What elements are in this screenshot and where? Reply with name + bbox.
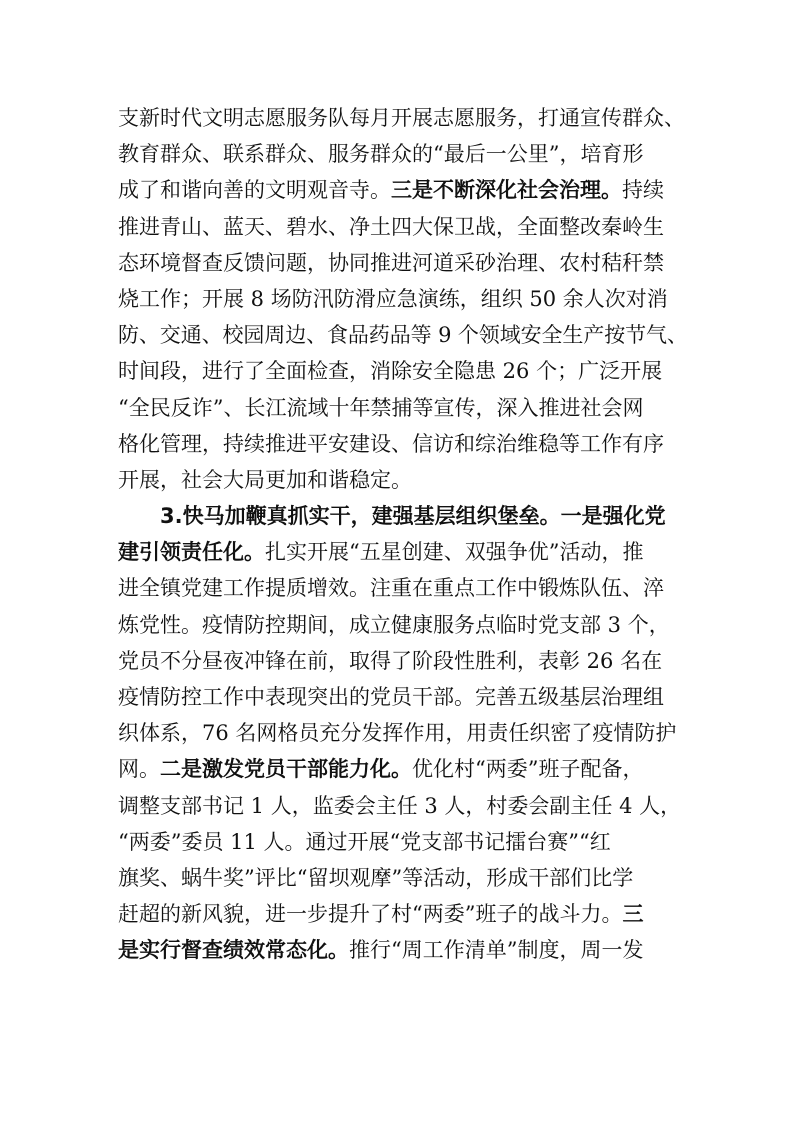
body-text-run: 格化管理，持续推进平安建设、信访和综治维稳等工作有序 bbox=[118, 431, 664, 456]
text-line bbox=[118, 136, 688, 172]
body-text-run: 推行“周工作清单”制度，周一发 bbox=[349, 938, 644, 963]
text-line bbox=[118, 426, 688, 462]
text-line bbox=[118, 824, 688, 860]
body-text-run: 成了和谐向善的文明观音寺。 bbox=[118, 178, 391, 203]
text-line bbox=[118, 570, 688, 606]
text-line bbox=[118, 245, 688, 281]
body-text-run: 优化村“两委”班子配备， bbox=[412, 757, 644, 782]
body-text-run: 织体系，76 名网格员充分发挥作用，用责任织密了疫情防护 bbox=[118, 721, 677, 746]
body-text-run: 炼党性。疫情防控期间，成立健康服务点临时党支部 3 个， bbox=[118, 612, 670, 637]
text-line bbox=[118, 534, 688, 570]
text-line bbox=[118, 679, 688, 715]
body-text-run: 时间段，进行了全面检查，消除安全隐患 26 个；广泛开展 bbox=[118, 359, 663, 384]
text-line bbox=[118, 643, 688, 679]
body-text-run: 党员不分昼夜冲锋在前，取得了阶段性胜利，表彰 26 名在 bbox=[118, 648, 663, 673]
text-line bbox=[118, 281, 688, 317]
body-text-run: 烧工作；开展 8 场防汛防滑应急演练，组织 50 余人次对消 bbox=[118, 286, 668, 311]
bold-heading-text: 3.快马加鞭真抓实干，建强基层组织堡垒。一是强化党 bbox=[160, 504, 666, 529]
bold-heading-text: 二是激发党员干部能力化。 bbox=[160, 757, 412, 782]
text-line bbox=[118, 715, 688, 751]
body-text-run: 旗奖、蜗牛奖”评比“留坝观摩”等活动，形成干部们比学 bbox=[118, 865, 634, 890]
body-text bbox=[118, 100, 688, 969]
text-line bbox=[118, 607, 688, 643]
body-text-run: 态环境督查反馈问题，协同推进河道采砂治理、农村秸秆禁 bbox=[118, 250, 664, 275]
body-text-run: 疫情防控工作中表现突出的党员干部。完善五级基层治理组 bbox=[118, 685, 664, 709]
text-line bbox=[118, 896, 688, 932]
body-text-run: 持续 bbox=[622, 178, 664, 203]
text-line bbox=[118, 172, 688, 208]
body-text-run: 调整支部书记 1 人，监委会主任 3 人，村委会副主任 4 人， bbox=[118, 793, 682, 818]
text-line bbox=[118, 498, 688, 534]
body-text-run: “两委”委员 11 人。通过开展“党支部书记擂台赛”“红 bbox=[118, 829, 611, 854]
body-text-run: 推进青山、蓝天、碧水、净土四大保卫战，全面整改秦岭生 bbox=[118, 214, 664, 239]
text-line bbox=[118, 751, 688, 787]
bold-heading-text: 三是不断深化社会治理。 bbox=[391, 178, 622, 203]
body-text-run: 教育群众、联系群众、服务群众的“最后一公里”，培育形 bbox=[118, 142, 644, 167]
text-line bbox=[118, 353, 688, 389]
body-text-run: 扎实开展“五星创建、双强争优”活动，推 bbox=[265, 540, 644, 565]
text-line bbox=[118, 860, 688, 896]
body-text-run: 网。 bbox=[118, 757, 160, 782]
body-text-run: 支新时代文明志愿服务队每月开展志愿服务，打通宣传群众、 bbox=[118, 106, 685, 130]
text-line bbox=[118, 932, 688, 968]
body-text-run: 赶超的新风貌，进一步提升了村“两委”班子的战斗力。 bbox=[118, 902, 623, 927]
text-line bbox=[118, 100, 688, 136]
body-text-run: 开展，社会大局更加和谐稳定。 bbox=[118, 467, 412, 492]
text-line bbox=[118, 788, 688, 824]
body-text-run: 防、交通、校园周边、食品药品等 9 个领域安全生产按节气、 bbox=[118, 323, 688, 348]
text-line bbox=[118, 390, 688, 426]
bold-heading-text: 建引领责任化。 bbox=[118, 540, 265, 565]
bold-heading-text: 是实行督查绩效常态化。 bbox=[118, 938, 349, 963]
body-text-run: “全民反诈”、长江流域十年禁捕等宣传，深入推进社会网 bbox=[118, 395, 644, 420]
text-line bbox=[118, 317, 688, 353]
body-text-run: 进全镇党建工作提质增效。注重在重点工作中锻炼队伍、淬 bbox=[118, 576, 664, 601]
text-line bbox=[118, 209, 688, 245]
text-line bbox=[118, 462, 688, 498]
bold-heading-text: 三 bbox=[622, 902, 644, 927]
